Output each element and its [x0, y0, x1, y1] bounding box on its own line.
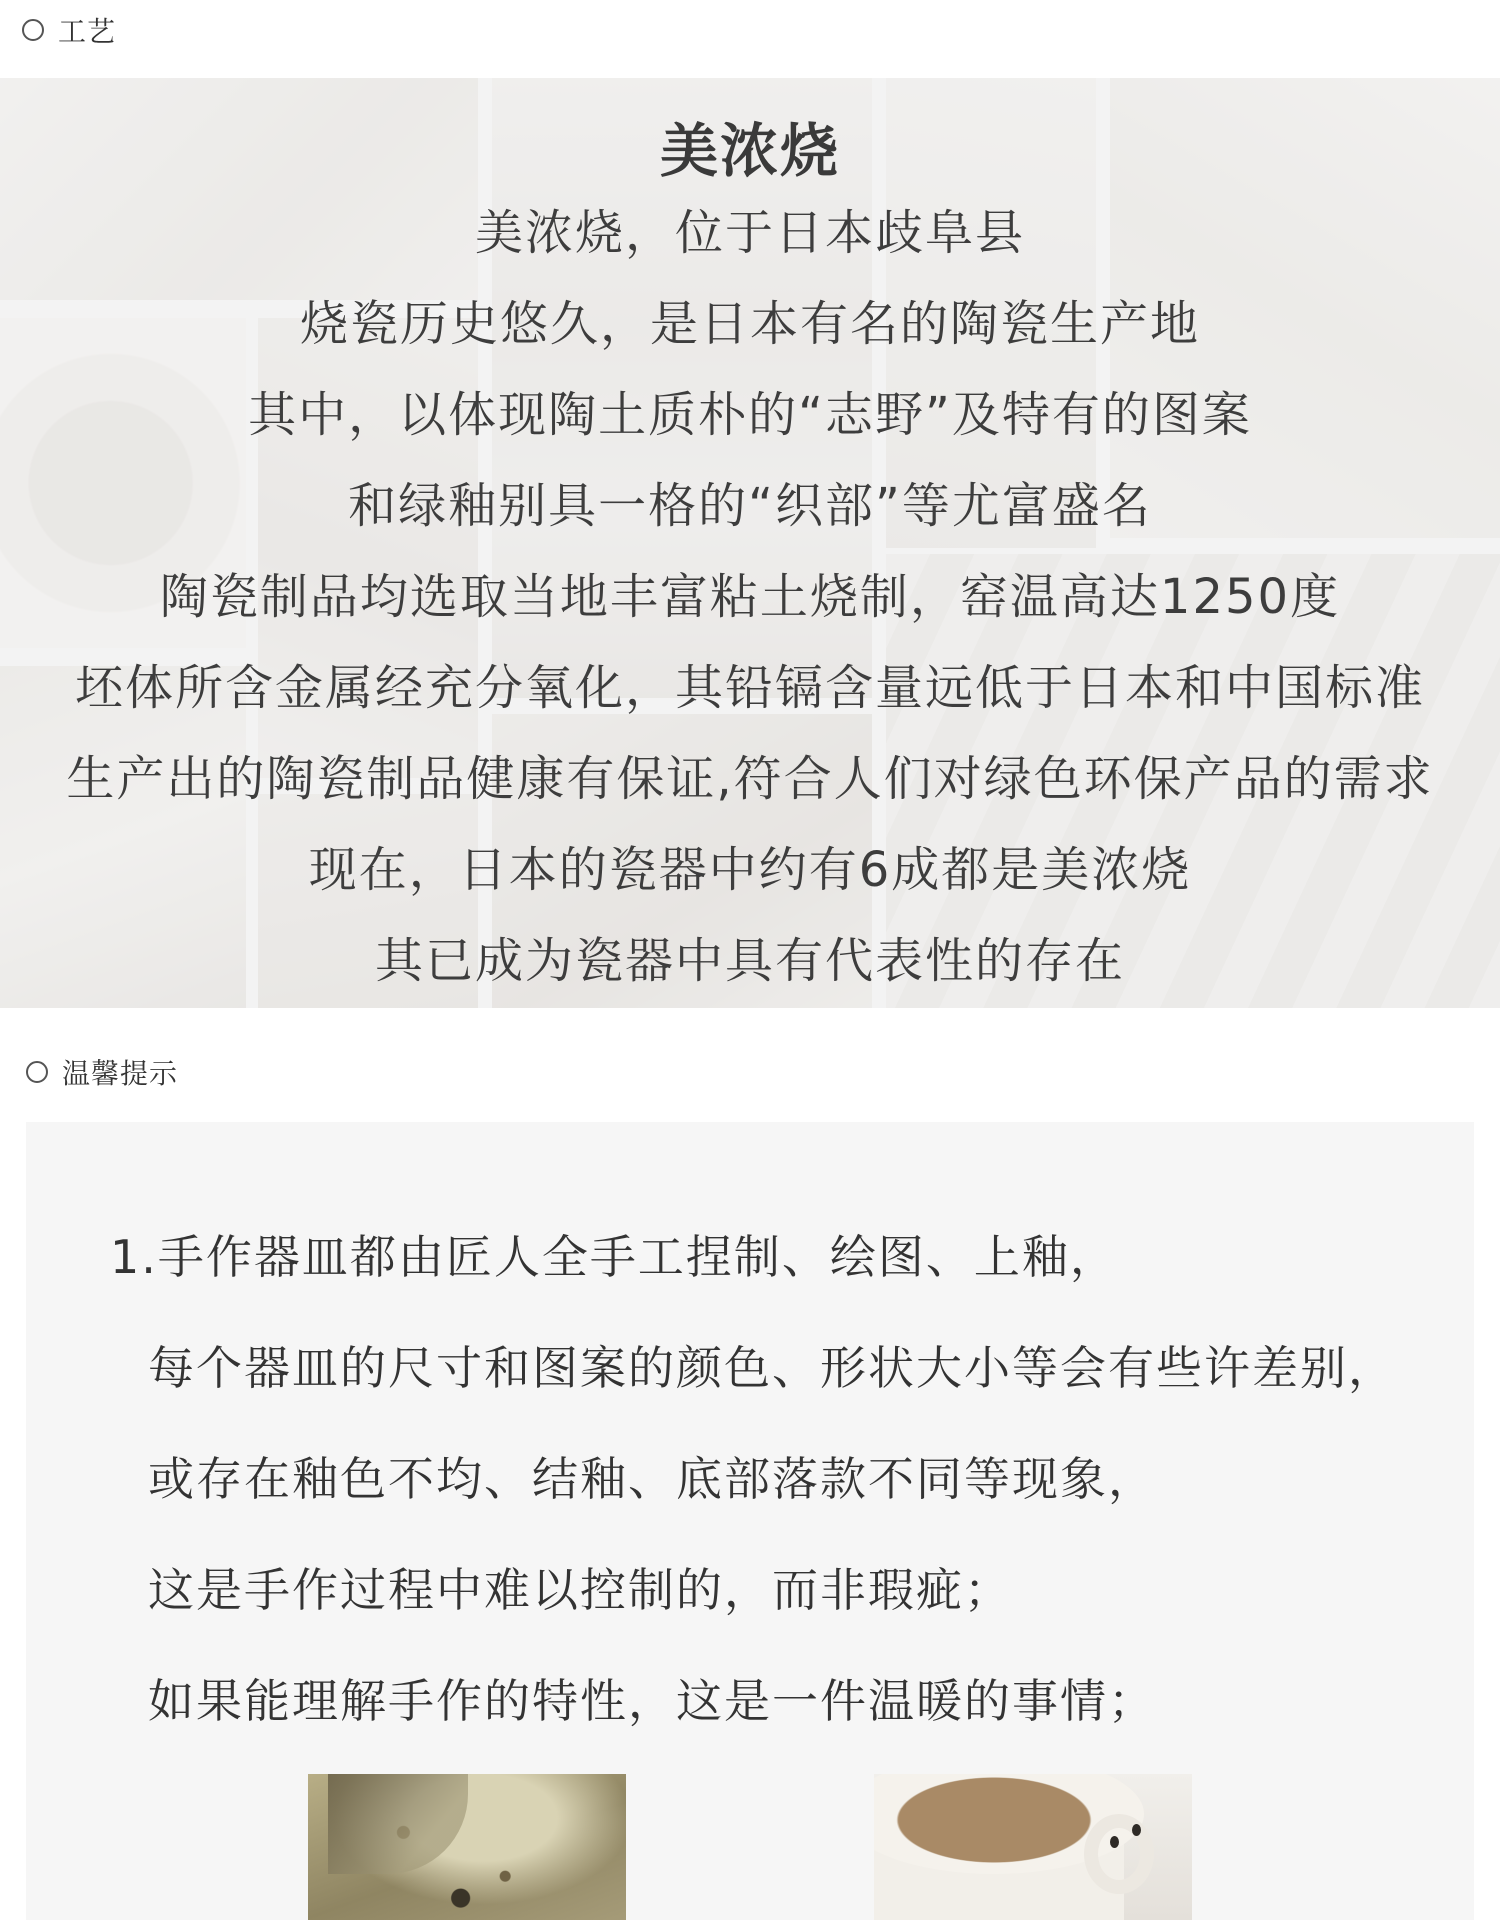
circle-icon: [26, 1061, 48, 1083]
craft-description-line: 陶瓷制品均选取当地丰富粘土烧制，窑温高达1250度: [159, 569, 1341, 625]
cup-dot-decoration: [1132, 1824, 1141, 1836]
tip-line: 或存在釉色不均、结釉、底部落款不同等现象，: [148, 1452, 1156, 1506]
craft-description-line: 其已成为瓷器中具有代表性的存在: [374, 933, 1125, 989]
craft-description-line: 美浓烧，位于日本歧阜县: [474, 205, 1025, 261]
craft-description-line: 现在，日本的瓷器中约有6成都是美浓烧: [308, 842, 1192, 898]
craft-description-line: 其中，以体现陶土质朴的“志野”及特有的图案: [248, 387, 1252, 443]
ceramic-spout-shape: [328, 1774, 468, 1874]
craft-description-line: 和绿釉别具一格的“织部”等尤富盛名: [348, 478, 1152, 534]
tips-section-header: [26, 1052, 178, 1092]
craft-title: 美浓烧: [659, 117, 840, 185]
ceramic-glaze-photo: [308, 1774, 626, 1920]
craft-description-line: 坯体所含金属经充分氧化，其铅镉含量远低于日本和中国标准: [74, 660, 1425, 716]
craft-description-line: 烧瓷历史悠久，是日本有名的陶瓷生产地: [299, 296, 1200, 352]
circle-icon: [22, 19, 44, 41]
cup-handle-shape: [1084, 1814, 1154, 1894]
tip-line: 每个器皿的尺寸和图案的颜色、形状大小等会有些许差别，: [148, 1341, 1396, 1395]
tips-section-label: 温馨提示: [62, 1057, 179, 1090]
tip-line: 如果能理解手作的特性，这是一件温暖的事情；: [148, 1674, 1156, 1728]
tips-panel: [26, 1122, 1474, 1920]
tips-list: [110, 1202, 1396, 1757]
ceramic-cup-photo: [874, 1774, 1192, 1920]
cup-dot-decoration: [1110, 1836, 1119, 1848]
craft-section-header: [22, 10, 116, 50]
craft-description-line: 生产出的陶瓷制品健康有保证,符合人们对绿色环保产品的需求: [66, 751, 1434, 807]
tip-line: 1.手作器皿都由匠人全手工捏制、绘图、上釉，: [110, 1230, 1118, 1284]
tip-line: 这是手作过程中难以控制的，而非瑕疵；: [148, 1563, 1012, 1617]
craft-banner: [0, 78, 1500, 1008]
craft-section-label: 工艺: [58, 15, 117, 48]
craft-description: [0, 188, 1500, 1007]
